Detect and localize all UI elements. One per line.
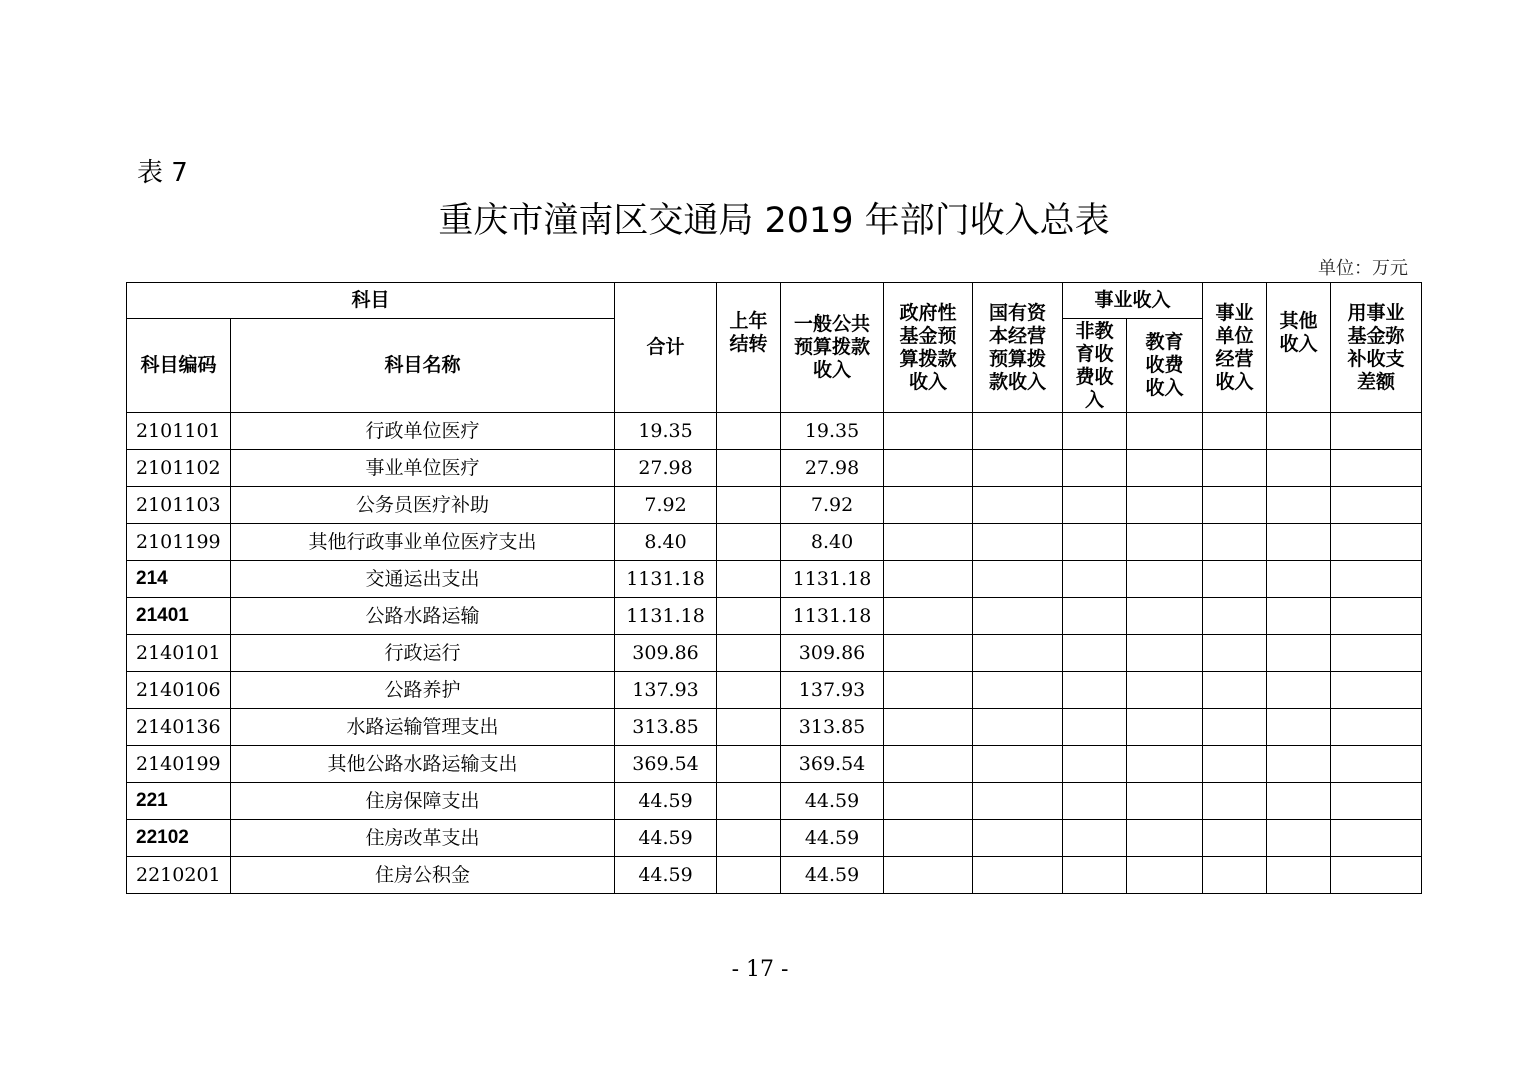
cell-other-income <box>1267 598 1331 635</box>
document-title: 重庆市潼南区交通局 2019 年部门收入总表 <box>438 201 1110 241</box>
cell-general-budget: 19.35 <box>781 413 884 450</box>
cell-business-unit-operating <box>1203 709 1267 746</box>
table-row <box>127 487 1422 524</box>
cell-gov-fund <box>884 598 973 635</box>
cell-business-fund-offset <box>1331 857 1422 894</box>
header-subject-group: 科目 <box>127 283 615 319</box>
cell-business-fund-offset <box>1331 561 1422 598</box>
cell-business-fund-offset <box>1331 783 1422 820</box>
cell-business-unit-operating <box>1203 857 1267 894</box>
cell-other-income <box>1267 672 1331 709</box>
header-edu-fee <box>1127 319 1203 413</box>
cell-total: 137.93 <box>615 672 717 709</box>
cell-state-capital <box>973 820 1063 857</box>
header-non-edu-fee-text: 非教 育收 费收 入 <box>1075 319 1114 411</box>
cell-state-capital <box>973 561 1063 598</box>
cell-general-budget: 1131.18 <box>781 561 884 598</box>
cell-business-unit-operating <box>1203 820 1267 857</box>
cell-gov-fund <box>884 450 973 487</box>
cell-subject-code: 221 <box>127 783 231 820</box>
cell-business-fund-offset <box>1331 524 1422 561</box>
cell-non-edu-fee <box>1063 820 1127 857</box>
cell-general-budget: 313.85 <box>781 709 884 746</box>
cell-subject-name: 公路养护 <box>231 672 615 709</box>
cell-business-fund-offset <box>1331 820 1422 857</box>
unit-label: 单位：万元 <box>1318 258 1408 279</box>
cell-subject-name: 公务员医疗补助 <box>231 487 615 524</box>
cell-subject-name: 交通运出支出 <box>231 561 615 598</box>
table-row <box>127 524 1422 561</box>
cell-subject-code: 2101103 <box>127 487 231 524</box>
header-non-edu-fee <box>1063 319 1127 413</box>
cell-carryover <box>717 857 781 894</box>
cell-total: 7.92 <box>615 487 717 524</box>
cell-non-edu-fee <box>1063 746 1127 783</box>
cell-other-income <box>1267 746 1331 783</box>
cell-gov-fund <box>884 635 973 672</box>
cell-edu-fee <box>1127 450 1203 487</box>
cell-carryover <box>717 672 781 709</box>
cell-edu-fee <box>1127 857 1203 894</box>
cell-other-income <box>1267 709 1331 746</box>
page-number: - 17 - <box>731 957 789 982</box>
cell-business-fund-offset <box>1331 450 1422 487</box>
cell-subject-code: 2101101 <box>127 413 231 450</box>
cell-total: 1131.18 <box>615 561 717 598</box>
table-row <box>127 746 1422 783</box>
cell-general-budget: 27.98 <box>781 450 884 487</box>
cell-carryover <box>717 635 781 672</box>
cell-state-capital <box>973 857 1063 894</box>
cell-other-income <box>1267 820 1331 857</box>
cell-general-budget: 309.86 <box>781 635 884 672</box>
header-total <box>615 283 717 413</box>
cell-gov-fund <box>884 524 973 561</box>
cell-business-unit-operating <box>1203 561 1267 598</box>
header-business-unit-operating <box>1203 283 1267 413</box>
cell-subject-name: 水路运输管理支出 <box>231 709 615 746</box>
cell-business-fund-offset <box>1331 672 1422 709</box>
cell-total: 313.85 <box>615 709 717 746</box>
header-state-capital <box>973 283 1063 413</box>
table-label: 表 7 <box>137 158 188 188</box>
cell-carryover <box>717 820 781 857</box>
header-edu-fee-text: 教育 收费 收入 <box>1145 331 1184 399</box>
cell-business-unit-operating <box>1203 598 1267 635</box>
header-general-budget-text: 一般公共 预算拨款 收入 <box>794 313 871 381</box>
cell-gov-fund <box>884 746 973 783</box>
cell-total: 27.98 <box>615 450 717 487</box>
cell-carryover <box>717 524 781 561</box>
cell-general-budget: 8.40 <box>781 524 884 561</box>
cell-total: 1131.18 <box>615 598 717 635</box>
cell-general-budget: 44.59 <box>781 857 884 894</box>
cell-edu-fee <box>1127 746 1203 783</box>
cell-state-capital <box>973 598 1063 635</box>
cell-other-income <box>1267 450 1331 487</box>
cell-subject-code: 2101199 <box>127 524 231 561</box>
header-gov-fund-text: 政府性 基金预 算拨款 收入 <box>899 301 957 393</box>
cell-non-edu-fee <box>1063 672 1127 709</box>
cell-subject-code: 214 <box>127 561 231 598</box>
cell-non-edu-fee <box>1063 450 1127 487</box>
cell-business-fund-offset <box>1331 598 1422 635</box>
cell-subject-name: 行政单位医疗 <box>231 413 615 450</box>
cell-non-edu-fee <box>1063 709 1127 746</box>
cell-total: 369.54 <box>615 746 717 783</box>
cell-total: 44.59 <box>615 857 717 894</box>
header-business-fund-offset-text: 用事业 基金弥 补收支 差额 <box>1347 301 1405 393</box>
cell-business-unit-operating <box>1203 524 1267 561</box>
cell-gov-fund <box>884 672 973 709</box>
cell-other-income <box>1267 524 1331 561</box>
cell-other-income <box>1267 783 1331 820</box>
cell-state-capital <box>973 450 1063 487</box>
cell-business-unit-operating <box>1203 672 1267 709</box>
cell-gov-fund <box>884 857 973 894</box>
cell-total: 44.59 <box>615 820 717 857</box>
table-row <box>127 413 1422 450</box>
cell-non-edu-fee <box>1063 413 1127 450</box>
cell-non-edu-fee <box>1063 635 1127 672</box>
cell-other-income <box>1267 487 1331 524</box>
cell-non-edu-fee <box>1063 598 1127 635</box>
cell-carryover <box>717 487 781 524</box>
table-body <box>127 413 1422 894</box>
cell-state-capital <box>973 709 1063 746</box>
cell-other-income <box>1267 561 1331 598</box>
cell-subject-code: 21401 <box>127 598 231 635</box>
cell-edu-fee <box>1127 709 1203 746</box>
cell-edu-fee <box>1127 524 1203 561</box>
header-total-text: 合计 <box>646 336 685 358</box>
cell-business-fund-offset <box>1331 746 1422 783</box>
cell-state-capital <box>973 672 1063 709</box>
cell-gov-fund <box>884 561 973 598</box>
cell-subject-name: 住房公积金 <box>231 857 615 894</box>
cell-general-budget: 369.54 <box>781 746 884 783</box>
cell-total: 8.40 <box>615 524 717 561</box>
cell-gov-fund <box>884 413 973 450</box>
cell-subject-name: 行政运行 <box>231 635 615 672</box>
table-row <box>127 635 1422 672</box>
cell-subject-name: 公路水路运输 <box>231 598 615 635</box>
cell-total: 19.35 <box>615 413 717 450</box>
header-gov-fund <box>884 283 973 413</box>
cell-business-fund-offset <box>1331 635 1422 672</box>
cell-subject-code: 2210201 <box>127 857 231 894</box>
cell-business-fund-offset <box>1331 413 1422 450</box>
header-carryover <box>717 283 781 413</box>
cell-subject-name: 住房改革支出 <box>231 820 615 857</box>
cell-state-capital <box>973 746 1063 783</box>
cell-edu-fee <box>1127 820 1203 857</box>
cell-non-edu-fee <box>1063 783 1127 820</box>
header-carryover-text: 上年 结转 <box>729 309 768 355</box>
cell-gov-fund <box>884 820 973 857</box>
cell-state-capital <box>973 635 1063 672</box>
cell-subject-code: 2101102 <box>127 450 231 487</box>
cell-edu-fee <box>1127 635 1203 672</box>
table-row <box>127 709 1422 746</box>
cell-state-capital <box>973 783 1063 820</box>
cell-general-budget: 1131.18 <box>781 598 884 635</box>
cell-gov-fund <box>884 487 973 524</box>
cell-non-edu-fee <box>1063 524 1127 561</box>
cell-total: 309.86 <box>615 635 717 672</box>
cell-subject-code: 2140106 <box>127 672 231 709</box>
cell-general-budget: 44.59 <box>781 820 884 857</box>
cell-general-budget: 7.92 <box>781 487 884 524</box>
cell-subject-code: 2140101 <box>127 635 231 672</box>
cell-carryover <box>717 746 781 783</box>
cell-subject-code: 2140199 <box>127 746 231 783</box>
header-general-budget <box>781 283 884 413</box>
cell-general-budget: 44.59 <box>781 783 884 820</box>
cell-carryover <box>717 783 781 820</box>
cell-business-unit-operating <box>1203 635 1267 672</box>
income-table <box>126 282 1422 894</box>
cell-carryover <box>717 413 781 450</box>
cell-total: 44.59 <box>615 783 717 820</box>
header-business-group: 事业收入 <box>1063 283 1203 319</box>
cell-business-unit-operating <box>1203 783 1267 820</box>
header-business-fund-offset <box>1331 283 1422 413</box>
cell-general-budget: 137.93 <box>781 672 884 709</box>
cell-state-capital <box>973 487 1063 524</box>
cell-subject-code: 2140136 <box>127 709 231 746</box>
header-subject-name: 科目名称 <box>231 319 615 413</box>
cell-edu-fee <box>1127 598 1203 635</box>
cell-subject-code: 22102 <box>127 820 231 857</box>
cell-carryover <box>717 598 781 635</box>
cell-carryover <box>717 561 781 598</box>
table-row <box>127 672 1422 709</box>
cell-business-unit-operating <box>1203 746 1267 783</box>
table-row <box>127 598 1422 635</box>
cell-business-unit-operating <box>1203 487 1267 524</box>
header-state-capital-text: 国有资 本经营 预算拨 款收入 <box>989 301 1047 393</box>
header-subject-code: 科目编码 <box>127 319 231 413</box>
cell-subject-name: 事业单位医疗 <box>231 450 615 487</box>
cell-edu-fee <box>1127 561 1203 598</box>
cell-edu-fee <box>1127 783 1203 820</box>
cell-state-capital <box>973 413 1063 450</box>
cell-non-edu-fee <box>1063 857 1127 894</box>
table-row <box>127 450 1422 487</box>
cell-carryover <box>717 450 781 487</box>
header-other-income <box>1267 283 1331 413</box>
cell-business-fund-offset <box>1331 709 1422 746</box>
cell-other-income <box>1267 635 1331 672</box>
cell-gov-fund <box>884 783 973 820</box>
header-other-income-text: 其他 收入 <box>1279 309 1318 355</box>
cell-business-unit-operating <box>1203 450 1267 487</box>
table-row <box>127 857 1422 894</box>
cell-gov-fund <box>884 709 973 746</box>
cell-subject-name: 住房保障支出 <box>231 783 615 820</box>
cell-other-income <box>1267 857 1331 894</box>
table-row <box>127 561 1422 598</box>
cell-business-unit-operating <box>1203 413 1267 450</box>
cell-other-income <box>1267 413 1331 450</box>
cell-edu-fee <box>1127 487 1203 524</box>
cell-subject-name: 其他公路水路运输支出 <box>231 746 615 783</box>
cell-edu-fee <box>1127 672 1203 709</box>
cell-state-capital <box>973 524 1063 561</box>
table-row <box>127 783 1422 820</box>
table-row <box>127 820 1422 857</box>
cell-subject-name: 其他行政事业单位医疗支出 <box>231 524 615 561</box>
cell-non-edu-fee <box>1063 561 1127 598</box>
cell-edu-fee <box>1127 413 1203 450</box>
header-business-unit-operating-text: 事业 单位 经营 收入 <box>1215 301 1254 393</box>
cell-non-edu-fee <box>1063 487 1127 524</box>
cell-business-fund-offset <box>1331 487 1422 524</box>
cell-carryover <box>717 709 781 746</box>
